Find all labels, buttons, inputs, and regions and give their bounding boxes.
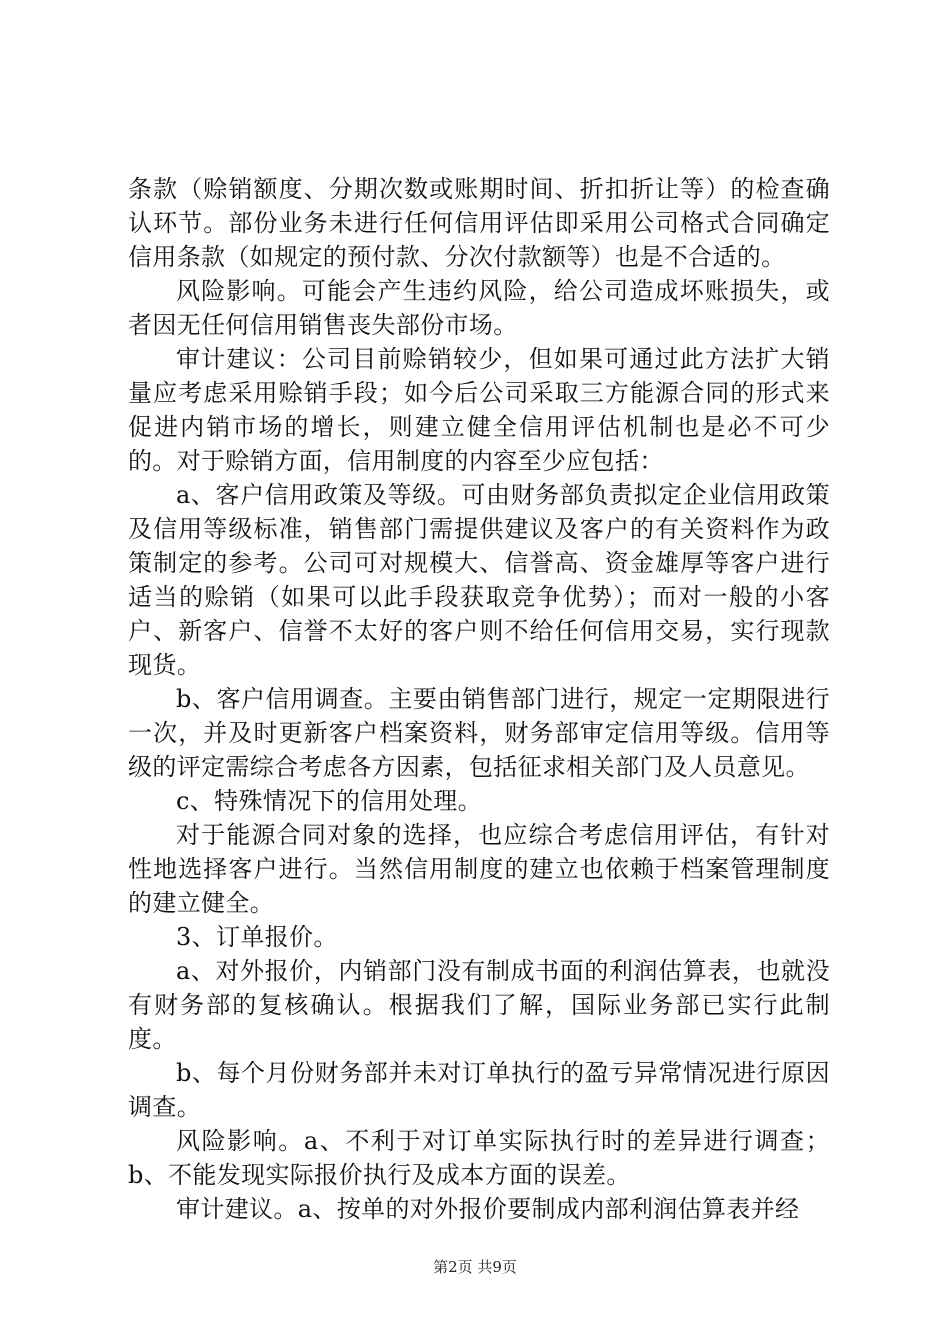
paragraph: b、客户信用调查。主要由销售部门进行，规定一定期限进行一次，并及时更新客户档案资料，财务部审定信用等级。信用等级的评定需综合考虑各方因素，包括征求相关部门及人员意见。 <box>128 685 830 781</box>
paragraph: 3、订单报价。 <box>176 923 338 951</box>
paragraph: 对于能源合同对象的选择，也应综合考虑信用评估，有针对性地选择客户进行。当然信用制度的建立也依赖于档案管理制度的建立健全。 <box>128 821 830 917</box>
document-body <box>128 172 830 1226</box>
paragraph: b、每个月份财务部并未对订单执行的盈亏异常情况进行原因调查。 <box>128 1059 830 1121</box>
paragraph: a、对外报价，内销部门没有制成书面的利润估算表，也就没有财务部的复核确认。根据我们了解，国际业务部已实行此制度。 <box>128 957 830 1053</box>
paragraph: 审计建议：公司目前赊销较少，但如果可通过此方法扩大销量应考虑采用赊销手段；如今后公司采取三方能源合同的形式来促进内销市场的增长，则建立健全信用评估机制也是必不可少的。对于赊销方面，信用制度的内容至少应包括： <box>128 345 830 475</box>
paragraph: 风险影响。可能会产生违约风险，给公司造成坏账损失，或者因无任何信用销售丧失部份市场。 <box>128 277 830 339</box>
paragraph: c、特殊情况下的信用处理。 <box>176 787 482 815</box>
paragraph: 风险影响。a、不利于对订单实际执行时的差异进行调查；b、不能发现实际报价执行及成本方面的误差。 <box>128 1127 830 1189</box>
paragraph: 审计建议。a、按单的对外报价要制成内部利润估算表并经 <box>176 1195 800 1223</box>
paragraph: 条款（赊销额度、分期次数或账期时间、折扣折让等）的检查确认环节。部份业务未进行任何信用评估即采用公司格式合同确定信用条款（如规定的预付款、分次付款额等）也是不合适的。 <box>128 175 830 271</box>
paragraph: a、客户信用政策及等级。可由财务部负责拟定企业信用政策及信用等级标准，销售部门需提供建议及客户的有关资料作为政策制定的参考。公司可对规模大、信誉高、资金雄厚等客户进行适当的赊销（如果可以此手段获取竞争优势）；而对一般的小客户、新客户、信誉不太好的客户则不给任何信用交易，实行现款现货。 <box>128 481 830 679</box>
page-number-footer: 第2页 共9页 <box>433 1258 517 1276</box>
